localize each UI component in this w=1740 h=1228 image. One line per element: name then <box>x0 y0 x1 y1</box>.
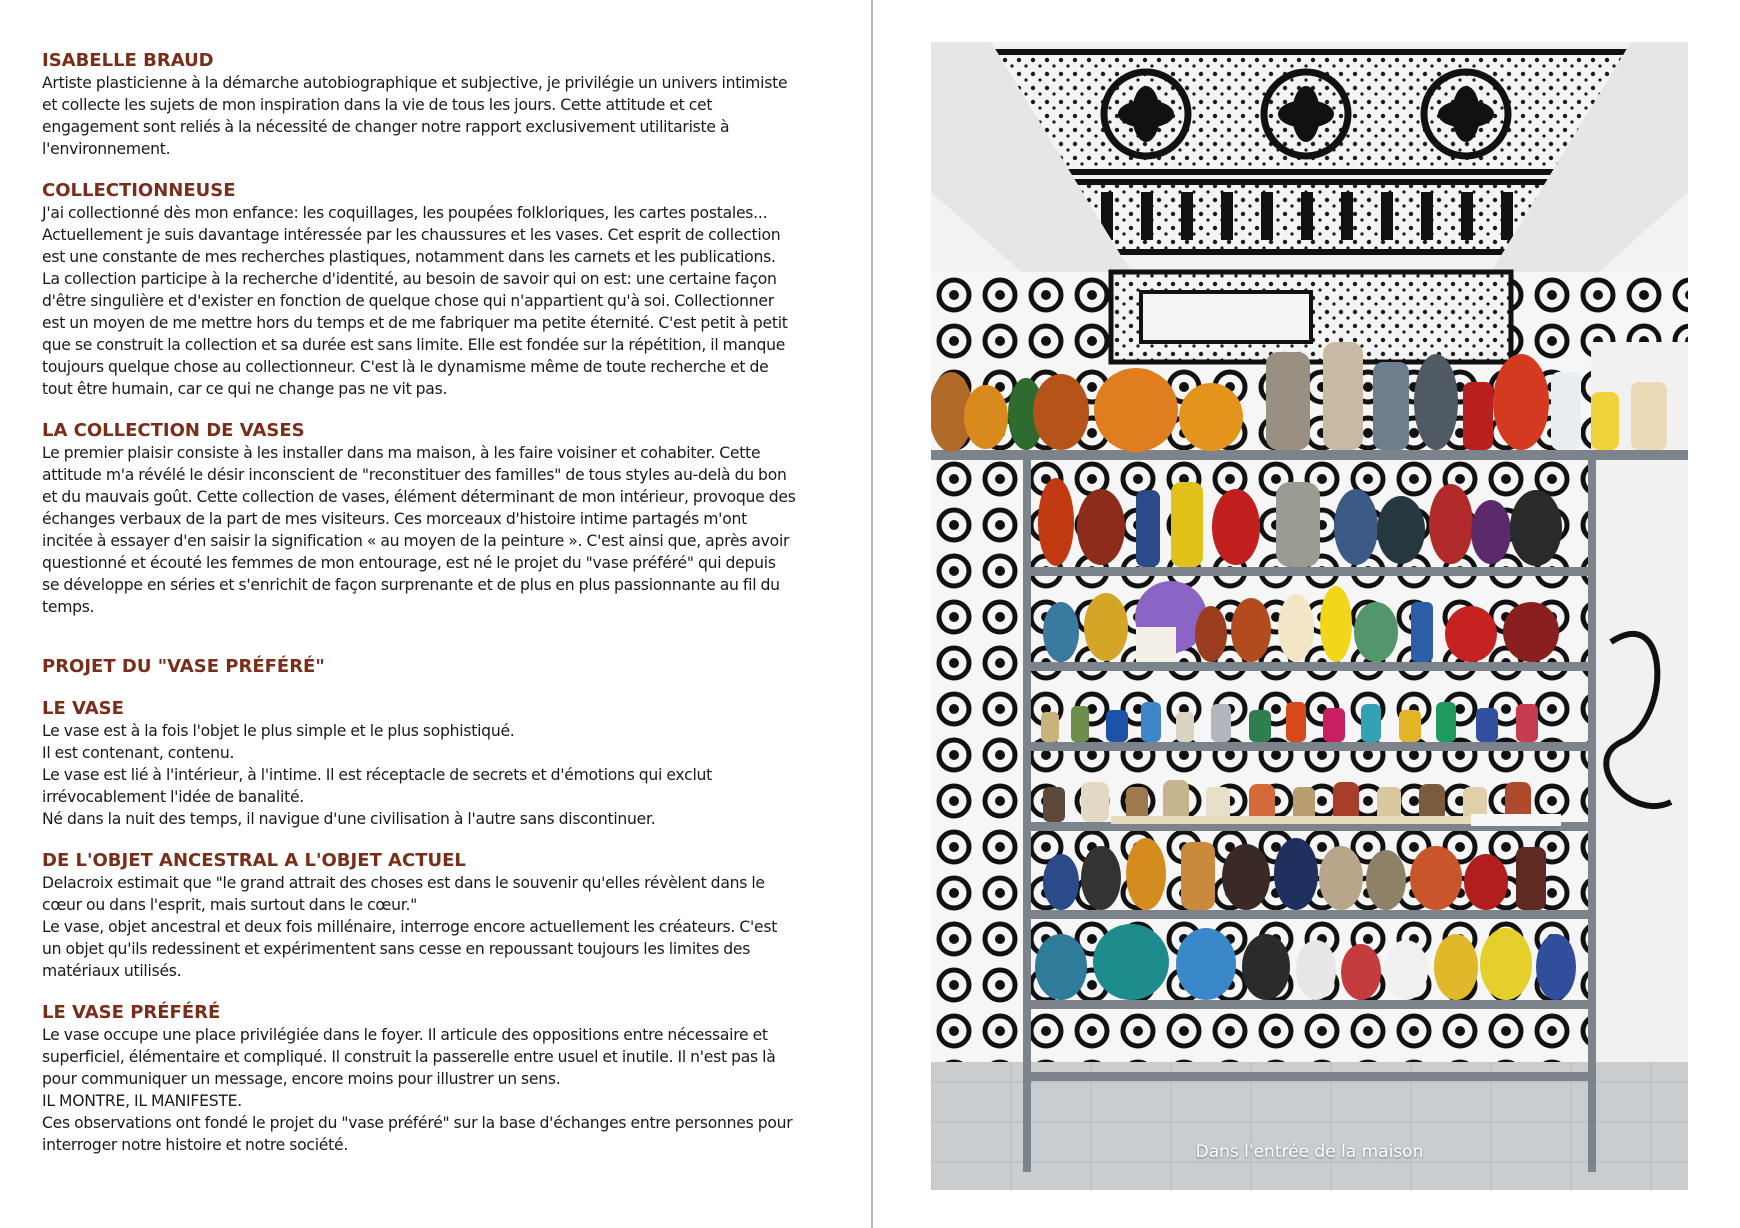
text-line: Ces observations ont fondé le projet du "vase préféré" sur la base d'échanges entre personnes pour <box>42 1114 793 1132</box>
text-line: tout être humain, car ce qui ne change pas ne vit pas. <box>42 380 448 398</box>
text-line: l'environnement. <box>42 140 171 158</box>
section-le-vase <box>42 698 842 830</box>
text-line: échanges verbaux de la part de mes visiteurs. Ces morceaux d'histoire intime partagés m'ont <box>42 510 747 528</box>
text-line: Il est contenant, contenu. <box>42 744 235 762</box>
section-body <box>42 720 842 830</box>
text-line: interroger notre histoire et notre société. <box>42 1136 349 1154</box>
text-line: irrévocablement l'idée de banalité. <box>42 788 305 806</box>
section-body <box>42 1024 842 1156</box>
section-body <box>42 202 842 400</box>
section-collectionneuse <box>42 180 842 400</box>
text-line: attitude m'a révélé le désir inconscient de "reconstituer des familles" de tous styles au-delà du bon <box>42 466 787 484</box>
text-line: est un moyen de me mettre hors du temps et de me fabriquer ma petite éternité. C'est petit à petit <box>42 314 788 332</box>
section-body <box>42 442 842 618</box>
section-heading: ISABELLE BRAUD <box>42 50 214 71</box>
text-line: incitée à essayer d'en saisir la signification « au moyen de la peinture ». C'est ainsi que, après avoir <box>42 532 790 550</box>
text-line: J'ai collectionné dès mon enfance: les coquillages, les poupées folkloriques, les cartes postales... <box>42 204 768 222</box>
text-line: est une constante de mes recherches plastiques, notamment dans les carnets et les publications. <box>42 248 776 266</box>
left-page-text-column <box>42 50 842 1210</box>
text-line: Le vase, objet ancestral et deux fois millénaire, interroge encore actuellement les créateurs. C'est <box>42 918 778 936</box>
section-projet-vase-prefere <box>42 656 842 678</box>
text-line: toujours quelque chose au collectionneur. C'est là le dynamisme même de toute recherche et de <box>42 358 769 376</box>
section-heading: LA COLLECTION DE VASES <box>42 420 305 441</box>
text-line: et collecte les sujets de mon inspiration dans la vie de tous les jours. Cette attitude et cet <box>42 96 713 114</box>
text-line: superficiel, élémentaire et compliqué. Il construit la passerelle entre usuel et inutile. Il n'est pas là <box>42 1048 776 1066</box>
text-line: La collection participe à la recherche d'identité, au besoin de savoir qui on est: une certaine façon <box>42 270 777 288</box>
text-line: Artiste plasticienne à la démarche autobiographique et subjective, je privilégie un univers intimiste <box>42 74 788 92</box>
text-line: engagement sont reliés à la nécessité de changer notre rapport exclusivement utilitariste à <box>42 118 730 136</box>
text-line: Le vase est à la fois l'objet le plus simple et le plus sophistiqué. <box>42 722 515 740</box>
text-line: un objet qu'ils redessinent et expérimentent sans cesse en repoussant toujours les limites des <box>42 940 751 958</box>
photo-illustration <box>931 42 1688 1190</box>
text-line: Le premier plaisir consiste à les installer dans ma maison, à les faire voisiner et cohabiter. Cette <box>42 444 761 462</box>
section-le-vase-prefere <box>42 1002 842 1156</box>
section-heading: DE L'OBJET ANCESTRAL A L'OBJET ACTUEL <box>42 850 466 871</box>
text-line: se développe en séries et s'enrichit de façon surprenante et de plus en plus passionnante au fil du <box>42 576 780 594</box>
text-line: que se construit la collection et sa durée est sans limite. Elle est fondée sur la répétition, il manque <box>42 336 786 354</box>
photo-caption: Dans l'entrée de la maison <box>1195 1142 1424 1162</box>
section-objet-ancestral <box>42 850 842 982</box>
section-heading: LE VASE PRÉFÉRÉ <box>42 1002 221 1023</box>
text-line: et du mauvais goût. Cette collection de vases, élément déterminant de mon intérieur, provoque des <box>42 488 796 506</box>
text-line: Le vase occupe une place privilégiée dans le foyer. Il articule des oppositions entre nécessaire et <box>42 1026 768 1044</box>
text-line: pour communiquer un message, encore moins pour illustrer un sens. <box>42 1070 561 1088</box>
text-line: matériaux utilisés. <box>42 962 182 980</box>
text-line: cœur ou dans l'esprit, mais surtout dans le cœur." <box>42 896 418 914</box>
section-collection-de-vases <box>42 420 842 618</box>
section-heading: COLLECTIONNEUSE <box>42 180 236 201</box>
page-divider <box>871 0 873 1228</box>
text-line: temps. <box>42 598 95 616</box>
section-isabelle-braud <box>42 50 842 160</box>
vase-shelf-photo <box>931 42 1688 1190</box>
text-line: Le vase est lié à l'intérieur, à l'intime. Il est réceptacle de secrets et d'émotions qui exclut <box>42 766 713 784</box>
section-body <box>42 872 842 982</box>
section-body <box>42 72 842 160</box>
section-heading: LE VASE <box>42 698 124 719</box>
text-line: IL MONTRE, IL MANIFESTE. <box>42 1092 242 1110</box>
text-line: d'être singulière et d'exister en fonction de quelque chose qui n'appartient qu'à soi. Collectionner <box>42 292 774 310</box>
text-line: Actuellement je suis davantage intéressée par les chaussures et les vases. Cet esprit de collection <box>42 226 781 244</box>
text-line: questionné et écouté les femmes de mon entourage, est né le projet du "vase préféré" qui depuis <box>42 554 776 572</box>
section-heading: PROJET DU "VASE PRÉFÉRÉ" <box>42 656 325 677</box>
text-line: Delacroix estimait que "le grand attrait des choses est dans le souvenir qu'elles révèlent dans le <box>42 874 765 892</box>
text-line: Né dans la nuit des temps, il navigue d'une civilisation à l'autre sans discontinuer. <box>42 810 656 828</box>
